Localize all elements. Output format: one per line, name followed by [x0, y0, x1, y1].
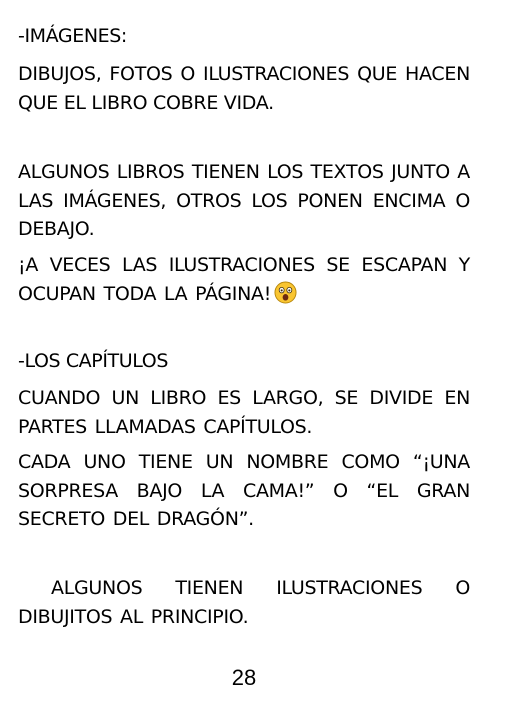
page-number: 28 — [231, 665, 257, 690]
paragraph-imagenes-layout: ALGUNOS LIBROS TIENEN LOS TEXTOS JUNTO A LAS IMÁGENES, OTROS LOS PONEN ENCIMA O DEBAJO. — [18, 161, 470, 240]
paragraph-imagenes-full-page-text: ¡A VECES LAS ILUSTRACIONES SE ESCAPAN Y OCUPAN TODA LA PÁGINA! — [18, 254, 470, 305]
book-page — [18, 0, 478, 714]
paragraph-capitulos-illustrations: ALGUNOS TIENEN ILUSTRACIONES O DIBUJITOS AL PRINCIPIO. — [18, 577, 478, 628]
astonished-face-icon — [274, 281, 297, 304]
section-heading-capitulos: -LOS CAPÍTULOS — [18, 350, 168, 372]
section-heading-imagenes: -IMÁGENES: — [18, 25, 127, 47]
paragraph-capitulos-definition: CUANDO UN LIBRO ES LARGO, SE DIVIDE EN PARTES LLAMADAS CAPÍTULOS. — [18, 387, 470, 438]
paragraph-imagenes-definition: DIBUJOS, FOTOS O ILUSTRACIONES QUE HACEN QUE EL LIBRO COBRE VIDA. — [18, 63, 470, 114]
paragraph-imagenes-full-page — [18, 251, 470, 308]
paragraph-capitulos-names: CADA UNO TIENE UN NOMBRE COMO “¡UNA SORPRESA BAJO LA CAMA!” O “EL GRAN SECRETO DEL DRAGÓN”. — [18, 451, 470, 530]
